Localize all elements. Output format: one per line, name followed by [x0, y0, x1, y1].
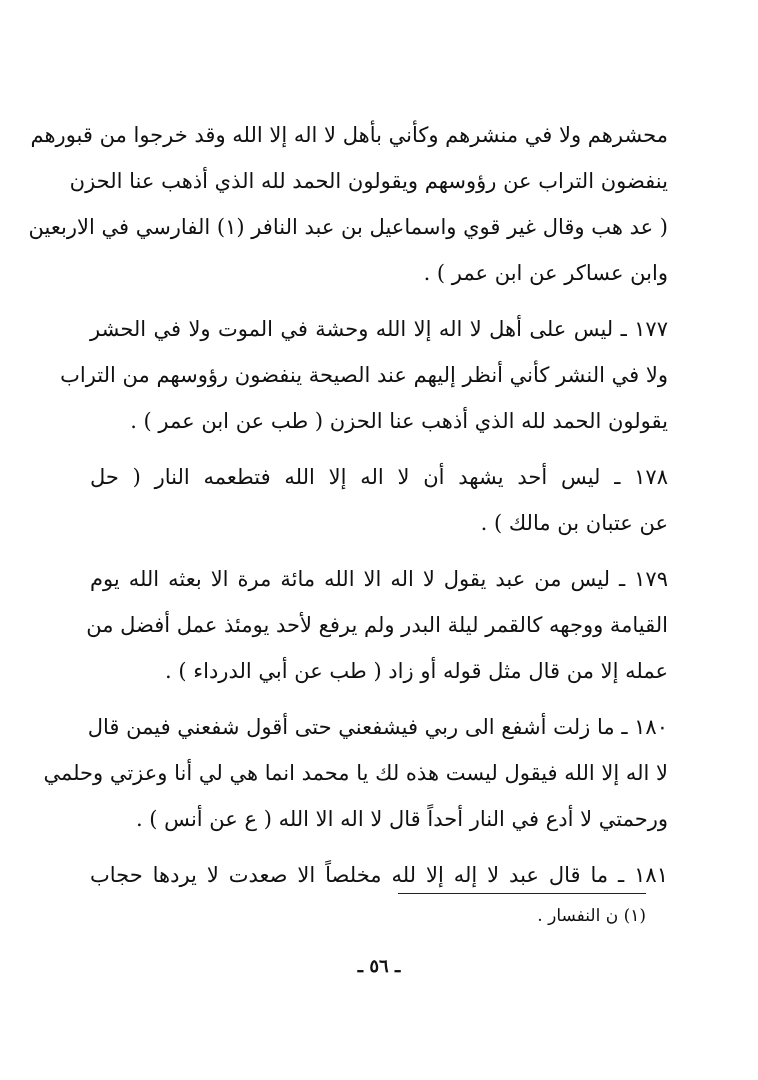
text-line: ١٨١ ـ ما قال عبد لا إله إلا لله مخلصاً الا صعدت لا يردها حجاب: [90, 863, 668, 887]
text-line: وابن عساكر عن ابن عمر ) .: [423, 261, 668, 285]
text-line: ورحمتي لا أدع في النار أحداً قال لا اله الا الله ( ع عن أنس ) .: [135, 807, 668, 831]
text-line: عن عتبان بن مالك ) .: [480, 511, 668, 535]
text-line: ١٨٠ ـ ما زلت أشفع الى ربي فيشفعني حتى أقول شفعني فيمن قال: [87, 715, 668, 739]
text-line: ١٧٩ ـ ليس من عبد يقول لا اله الا الله مائة مرة الا بعثه الله يوم: [90, 567, 668, 591]
text-line: ( عد هب وقال غير قوي واسماعيل بن عبد النافر (١) الفارسي في الاربعين: [28, 215, 668, 239]
text-line: ١٧٨ ـ ليس أحد يشهد أن لا اله إلا الله فتطعمه النار ( حل: [90, 465, 668, 489]
text-line: ولا في النشر كأني أنظر إليهم عند الصيحة ينفضون رؤوسهم من التراب: [60, 363, 668, 387]
paragraph: [28, 112, 668, 296]
paragraph-gap: [90, 546, 668, 556]
hadith-178: [90, 454, 668, 546]
text-line: القيامة ووجهه كالقمر ليلة البدر ولم يرفع لأحد يومئذ عمل أفضل من: [86, 613, 668, 637]
text-line: لا اله إلا الله فيقول ليست هذه لك يا محمد انما هي لي أنا وعزتي وحلمي: [43, 761, 668, 785]
page-number: ـ ٥٦ ـ: [357, 956, 401, 977]
text-line: ينفضون التراب عن رؤوسهم ويقولون الحمد لله الذي أذهب عنا الحزن: [69, 169, 668, 193]
hadith-181: [90, 852, 668, 898]
hadith-180: [43, 704, 668, 842]
paragraph-gap: [90, 444, 668, 454]
text-line: ١٧٧ ـ ليس على أهل لا اله إلا الله وحشة في الموت ولا في الحشر: [90, 317, 668, 341]
paragraph-gap: [90, 842, 668, 852]
text-line: يقولون الحمد لله الذي أذهب عنا الحزن ( طب عن ابن عمر ) .: [130, 409, 668, 433]
paragraph-gap: [90, 694, 668, 704]
hadith-177: [60, 306, 668, 444]
main-text: [28, 112, 668, 898]
footnote: (١) ن النفسار .: [537, 906, 646, 926]
hadith-179: [86, 556, 668, 694]
footnote-divider: [398, 893, 646, 894]
text-line: محشرهم ولا في منشرهم وكأني بأهل لا اله إلا الله وقد خرجوا من قبورهم: [30, 123, 668, 147]
text-line: عمله إلا من قال مثل قوله أو زاد ( طب عن أبي الدرداء ) .: [165, 659, 668, 683]
paragraph-gap: [90, 296, 668, 306]
